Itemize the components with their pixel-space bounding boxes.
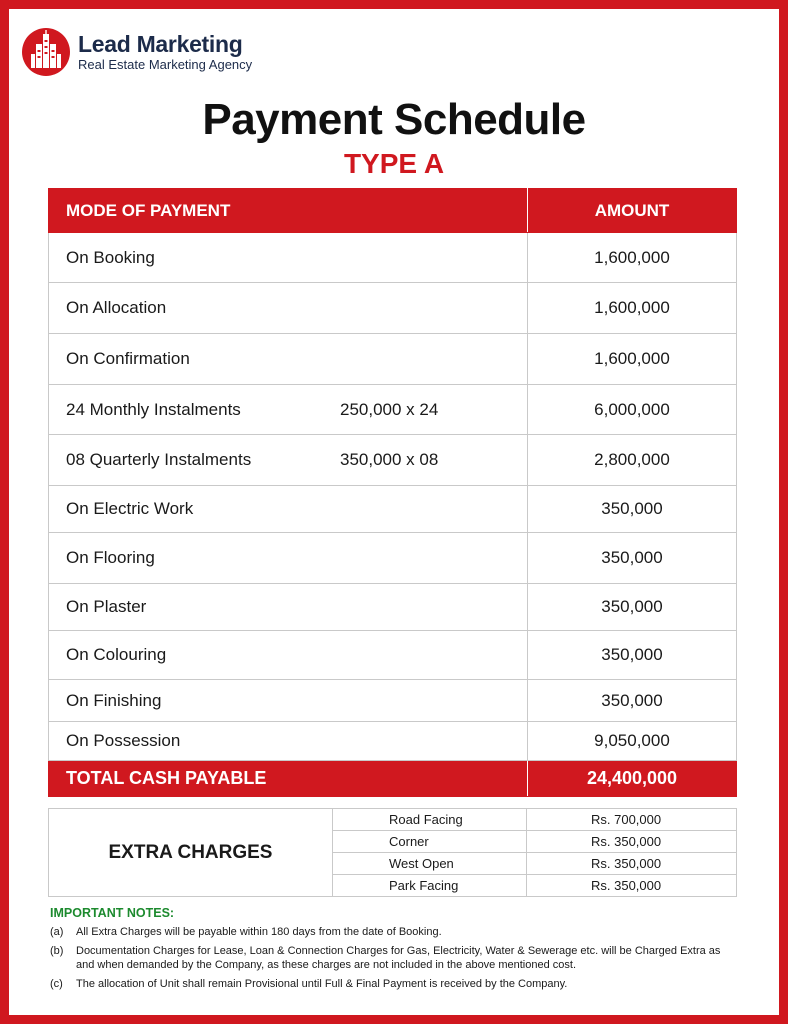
total-label: TOTAL CASH PAYABLE: [49, 761, 528, 797]
table-header-row: [49, 189, 737, 233]
note-item: [50, 925, 740, 939]
table-row: [49, 435, 737, 486]
row-amount: 2,800,000: [528, 435, 737, 486]
row-amount: 1,600,000: [528, 233, 737, 283]
table-row: [49, 334, 737, 385]
extra-charge-row: [49, 809, 737, 831]
row-mode: On Confirmation: [66, 349, 190, 368]
row-detail: 250,000 x 24: [340, 399, 439, 419]
building-icon: [22, 28, 70, 76]
note-text: The allocation of Unit shall remain Provisional until Full & Final Payment is received by the Company.: [76, 978, 568, 990]
row-mode: 08 Quarterly Instalments: [66, 450, 252, 469]
page-subtitle: TYPE A: [343, 148, 445, 179]
extra-charge-name: Corner: [333, 831, 527, 853]
page-title: Payment Schedule: [202, 95, 586, 144]
row-mode: On Colouring: [66, 645, 167, 664]
note-text: All Extra Charges will be payable within 180 days from the date of Booking.: [76, 926, 442, 938]
note-item: [50, 944, 740, 972]
extra-charge-name: Park Facing: [333, 875, 527, 897]
table-row: [49, 233, 737, 283]
row-amount: 6,000,000: [528, 385, 737, 435]
row-mode: On Plaster: [66, 597, 147, 616]
row-amount: 1,600,000: [528, 334, 737, 385]
row-amount: 350,000: [528, 584, 737, 631]
table-row: [49, 722, 737, 761]
table-row: [49, 533, 737, 584]
row-amount: 9,050,000: [528, 722, 737, 761]
table-row: [49, 283, 737, 334]
extra-charge-amount: Rs. 350,000: [527, 875, 737, 897]
payment-table: [48, 188, 737, 797]
header-mode: MODE OF PAYMENT: [49, 189, 528, 233]
table-row: [49, 486, 737, 533]
row-detail: 350,000 x 08: [340, 450, 439, 469]
total-amount: 24,400,000: [528, 761, 737, 797]
row-amount: 350,000: [528, 486, 737, 533]
row-amount: 350,000: [528, 680, 737, 722]
extra-charges-title: EXTRA CHARGES: [49, 809, 333, 897]
row-mode: On Allocation: [66, 298, 167, 317]
extra-charge-amount: Rs. 700,000: [527, 809, 737, 831]
row-amount: 1,600,000: [528, 283, 737, 334]
important-notes: [50, 906, 740, 996]
row-mode: On Electric Work: [66, 499, 194, 518]
brand-tagline: Real Estate Marketing Agency: [78, 57, 253, 72]
row-mode: 24 Monthly Instalments: [66, 399, 241, 419]
table-row: [49, 680, 737, 722]
row-amount: 350,000: [528, 631, 737, 680]
table-row: [49, 584, 737, 631]
notes-title: IMPORTANT NOTES:: [50, 906, 175, 920]
row-mode: On Finishing: [66, 690, 162, 710]
row-mode: On Flooring: [66, 548, 155, 567]
note-text: Documentation Charges for Lease, Loan & Connection Charges for Gas, Electricity, Water & Sewerage etc. will be Charged Extra as and when demanded by the Company, as these charges are not included in the above mentioned cost.: [76, 945, 721, 971]
note-item: [50, 977, 740, 991]
note-marker: (c): [50, 978, 63, 990]
note-marker: (a): [50, 926, 64, 938]
note-marker: (b): [50, 945, 64, 957]
extra-charge-name: West Open: [333, 853, 527, 875]
row-mode: On Booking: [66, 247, 155, 267]
header-amount: AMOUNT: [528, 189, 737, 233]
row-amount: 350,000: [528, 533, 737, 584]
extra-charge-name: Road Facing: [333, 809, 527, 831]
extra-charge-amount: Rs. 350,000: [527, 831, 737, 853]
brand-name: Lead Marketing: [78, 31, 243, 57]
total-row: [49, 761, 737, 797]
extra-charge-amount: Rs. 350,000: [527, 853, 737, 875]
table-row: [49, 385, 737, 435]
table-row: [49, 631, 737, 680]
row-mode: On Possession: [66, 731, 181, 750]
brand-logo: [22, 28, 252, 76]
extra-charges-table: [48, 808, 737, 897]
